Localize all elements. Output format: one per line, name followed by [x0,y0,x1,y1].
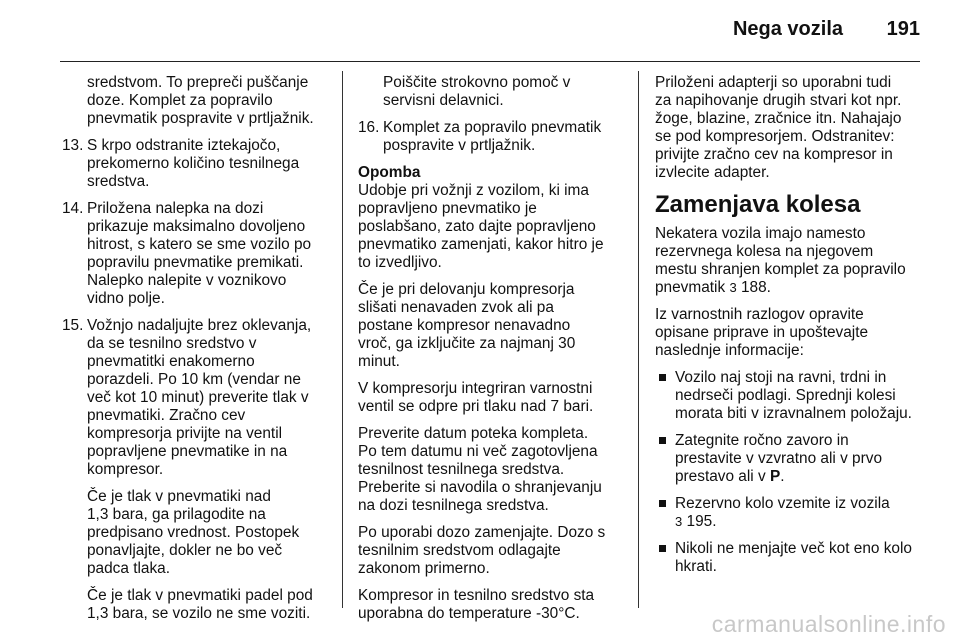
safety-intro-paragraph: Iz varnostnih razlogov opravite opisane priprave in upoštevajte naslednje informacije: [655,306,869,359]
step-number: 14. [62,200,84,217]
pressure-paragraph: Če je tlak v pnevmatiki nad 1,3 bara, ga prilagodite na predpisano vrednost. Postopek ponavljajte, dokler ne bo več padca tlaka. [87,488,300,577]
header-divider [60,61,920,62]
column-2 [358,74,626,632]
adapters-paragraph: Priloženi adapterji so uporabni tudi za napihovanje drugih stvari kot npr. žoge, blazine, zračnice itn. Nahajajo se pod kompresorjem. Odstranitev: privijte zračno cev na kompresor in izvlecite adapter. [655,74,902,181]
column-divider-2 [638,71,639,608]
step-number: 13. [62,137,84,154]
page-header [0,0,960,62]
list-item: Rezervno kolo vzemite iz vozila 3 195. [655,495,923,531]
list-item: Zategnite ročno zavoro in prestavite v vzvratno ali v prvo prestavo ali v P. [655,432,923,486]
column-divider-1 [342,71,343,608]
step-number: 16. [358,119,380,136]
temperature-paragraph: Kompresor in tesnilno sredstvo sta uporabna do temperature -30°C. [358,587,595,622]
continuation-text: Poiščite strokovno pomoč v servisni delavnici. [383,74,571,109]
expiry-paragraph: Preverite datum poteka kompleta. Po tem datumu ni več zagotovljena tesnilnost tesnilnega sredstva. Preberite si navodila o shranjevanju na dozi tesnilnega sredstva. [358,425,602,514]
list-item: Nikoli ne menjajte več kot eno kolo hkrati. [655,540,923,576]
step-number: 15. [62,317,84,334]
safety-valve-paragraph: V kompresorju integriran varnostni ventil se odpre pri tlaku nad 7 bari. [358,380,594,415]
intro-paragraph: Nekatera vozila imajo namesto rezervnega kolesa na njegovem mestu shranjen komplet za popravilo pnevmatik 3 188. [655,225,906,296]
page-reference[interactable]: 195. [686,513,717,530]
step-16: 16. Komplet za popravilo pnevmatik pospravite v prtljažnik. [358,119,602,154]
bullet-square-icon [659,437,666,444]
column-1 [62,74,328,632]
continuation-text: sredstvom. To prepreči puščanje doze. Komplet za popravilo pnevmatik pospravite v prtljažnik. [87,74,314,127]
list-item: Vozilo naj stoji na ravni, trdni in nedrseči podlagi. Sprednji kolesi morata biti v izravnalnem položaju. [655,369,923,423]
gear-position-p: P [769,468,781,485]
note-block: Opomba Udobje pri vožnji z vozilom, ki ima popravljeno pnevmatiko je poslabšano, zato dajte popravljeno pnevmatiko zamenjati, kakor hitro je to izvedljivo. [358,164,626,272]
pressure-warning-paragraph: Če je tlak v pnevmatiki padel pod 1,3 bara, se vozilo ne sme voziti. [87,587,313,622]
column-3 [655,74,923,585]
section-heading: Zamenjava kolesa [655,191,861,218]
page-reference-icon: 3 [729,280,737,295]
page-reference-icon: 3 [675,514,683,529]
bullet-square-icon [659,545,666,552]
bullet-square-icon [659,500,666,507]
compressor-noise-paragraph: Če je pri delovanju kompresorja slišati nenavaden zvok ali pa postane kompresor nenavadno vroč, ga izključite za najmanj 30 minut. [358,281,576,370]
step-15: 15. Vožnjo nadaljujte brez oklevanja, da se tesnilno sredstvo v pnevmatitki enakomerno porazdeli. Po 10 km (vendar ne več kot 10 minut) preverite tlak v pnevmatiki. Zračno cev kompresorja privijte na ventil popravljene pnevmatike in na kompresor. [62,317,312,478]
page-number: 191 [886,18,920,40]
watermark: carmanualsonline.info [711,611,946,637]
chapter-title: Nega vozila [732,18,843,40]
disposal-paragraph: Po uporabi dozo zamenjajte. Dozo s tesnilnim sredstvom odlagajte zakonom primerno. [358,524,606,577]
note-title: Opomba [358,164,421,181]
step-13: 13. S krpo odstranite iztekajočo, prekomerno količino tesnilnega sredstva. [62,137,300,190]
step-14: 14. Priložena nalepka na dozi prikazuje maksimalno dovoljeno hitrost, s katero se sme vozilo po popravilu pnevmatike premikati. Nalepko nalepite v voznikovo vidno polje. [62,200,312,307]
bullet-square-icon [659,374,666,381]
page-reference[interactable]: 188. [740,279,771,296]
